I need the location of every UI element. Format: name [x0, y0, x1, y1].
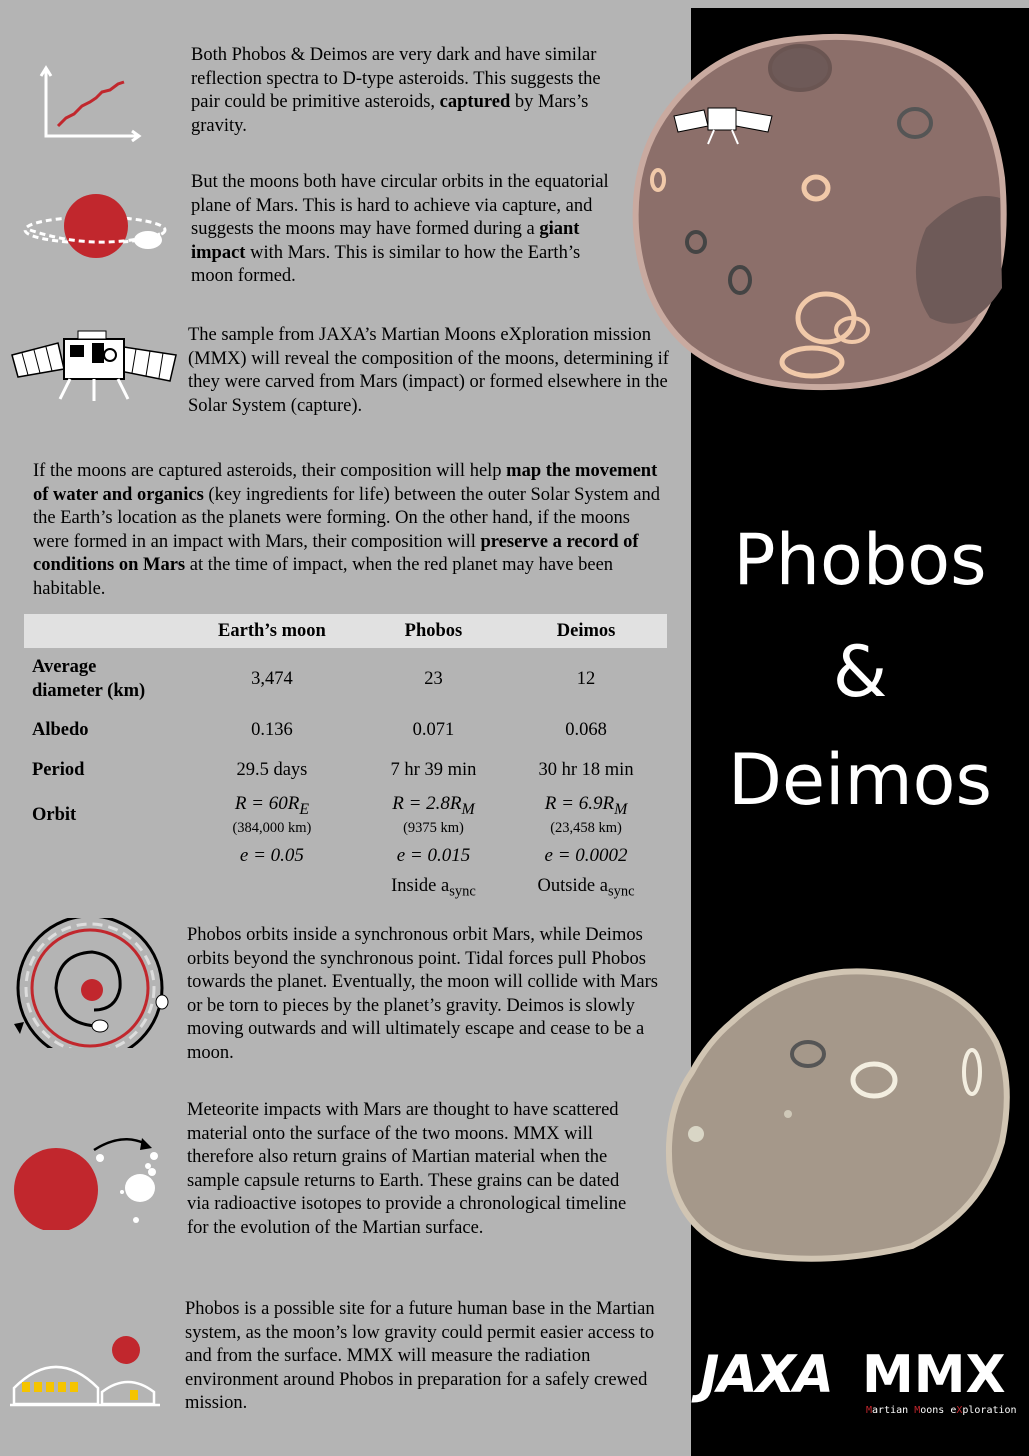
table-cell: 3,474 [251, 668, 293, 689]
graph-line [58, 82, 124, 126]
para-dtype-asteroids: Both Phobos & Deimos are very dark and have similar reflection spectra to D-type asteroids. This suggests the pair could be primitive asteroids, captured by Mars’s gravity. [191, 45, 601, 136]
table-header: Deimos [556, 620, 616, 641]
row-label: Average diameter (km) [32, 657, 146, 701]
mars-disc [14, 1148, 98, 1230]
orbit-km: (9375 km) [403, 819, 464, 836]
table-row-eccentricity [24, 840, 667, 872]
spacecraft-icon [8, 325, 180, 405]
phobos-dot [92, 1020, 108, 1032]
table-row-orbit [24, 790, 667, 840]
table-cell: 30 hr 18 min [538, 759, 634, 780]
para-sync-orbit: Phobos orbits inside a synchronous orbit Mars, while Deimos orbits beyond the synchronous point. Tidal forces pull Phobos towards the planet. Eventually, the moon will collide with Mars or be torn to pieces by the planet’s gravity. Deimos is slowly moving outwards and will ultimately escape and cease to be a moon. [187, 925, 658, 1063]
mmx-tagline: Martian Moons eXploration [866, 1405, 1017, 1416]
title-ampersand: & [832, 631, 888, 713]
orbit-radius-sub: E [299, 800, 310, 818]
orbit-radius-sub: M [614, 800, 628, 818]
table-header-blank [24, 614, 182, 648]
table-cell: e = 0.015 [396, 845, 471, 866]
table-cell: 0.136 [251, 719, 293, 740]
table-row-period [24, 750, 667, 790]
table-header-row [24, 614, 667, 648]
mars-orbit-icon [20, 190, 170, 262]
table-row-sync [24, 872, 667, 904]
mmx-logo: MMX [862, 1345, 1006, 1405]
para-giant-impact: But the moons both have circular orbits in the equatorial plane of Mars. This is hard to achieve via capture, and suggests the moons may have formed during a giant impact with Mars. This is similar to how the Earth’s moon formed. [191, 172, 609, 286]
deimos-body [669, 971, 1007, 1258]
title-phobos: Phobos [733, 519, 987, 601]
orbit-radius-sub: M [461, 800, 475, 818]
moon-comparison-table [24, 614, 667, 904]
mars-planet [64, 194, 128, 258]
orbit-km: (384,000 km) [232, 819, 312, 836]
table-cell: 7 hr 39 min [390, 759, 477, 780]
ejecta-arrow [94, 1139, 146, 1150]
table-header: Phobos [404, 620, 463, 641]
jaxa-logo: JAXA [700, 1345, 832, 1405]
table-cell [182, 872, 362, 904]
table-cell [505, 790, 667, 840]
sync-orbit-icon [10, 918, 170, 1048]
table-cell: Outside $a_{sync}$ [537, 876, 635, 900]
table-cell: 0.068 [565, 719, 607, 740]
table-cell: 12 [576, 668, 596, 689]
mars-dot [81, 979, 103, 1001]
row-label: Orbit [32, 804, 77, 825]
table-row-albedo [24, 710, 667, 750]
lander-legs [60, 379, 70, 399]
orbit-radius: R = 2.8R [392, 793, 462, 815]
row-label [24, 872, 182, 904]
title-deimos: Deimos [728, 739, 992, 821]
para-human-base: Phobos is a possible site for a future human base in the Martian system, as the moon’s low gravity could permit easier access to and from the surface. MMX will measure the radiation environment around Phobos in preparation for a safely crewed mission. [185, 1299, 655, 1413]
table-cell [182, 790, 362, 840]
table-row-diameter [24, 648, 667, 710]
orbit-radius: R = 60R [234, 793, 300, 815]
row-label: Period [32, 759, 85, 780]
table-cell [362, 790, 505, 840]
row-label: Albedo [32, 719, 89, 740]
orbit-radius: R = 6.9R [544, 793, 615, 815]
ejecta-icon [12, 1130, 172, 1230]
solar-panel-left [12, 343, 64, 377]
table-cell: 29.5 days [236, 759, 308, 780]
moon-blob [125, 1174, 155, 1202]
row-label [24, 840, 182, 872]
table-cell: 0.071 [412, 719, 455, 740]
mars-small [112, 1336, 140, 1364]
deimos-illustration [662, 962, 1018, 1272]
orbit-km: (23,458 km) [550, 819, 622, 836]
impactor-moon [134, 231, 162, 249]
deimos-dot [156, 995, 168, 1009]
para-implications: If the moons are captured asteroids, their composition will help map the movement of water and organics (key ingredients for life) between the outer Solar System and the Earth’s location as the planets were forming. On the other hand, if the moons were formed in an impact with Mars, their composition will preserve a record of conditions on Mars at the time of impact, when the red planet may have been habitable. [33, 461, 660, 599]
dome-small [102, 1382, 154, 1404]
graph-icon [38, 62, 142, 142]
table-cell: e = 0.05 [239, 845, 304, 866]
para-meteorites: Meteorite impacts with Mars are thought to have scattered material onto the surface of the two moons. MMX will therefore also return grains of Martian material when the sample capsule returns to Earth. These grains can be dated via radioactive isotopes to provide a chronological timeline for the evolution of the Martian surface. [187, 1100, 627, 1238]
table-header: Earth’s moon [218, 620, 326, 641]
base-icon [10, 1332, 160, 1408]
table-cell: e = 0.0002 [544, 845, 628, 866]
phobos-illustration [630, 28, 1010, 398]
table-cell: Inside $a_{sync}$ [391, 876, 476, 900]
table-cell: 23 [424, 668, 443, 689]
para-mmx-sample: The sample from JAXA’s Martian Moons eXploration mission (MMX) will reveal the composition of the moons, determining if they were carved from Mars (impact) or formed elsewhere in the Solar System (capture). [188, 325, 669, 416]
